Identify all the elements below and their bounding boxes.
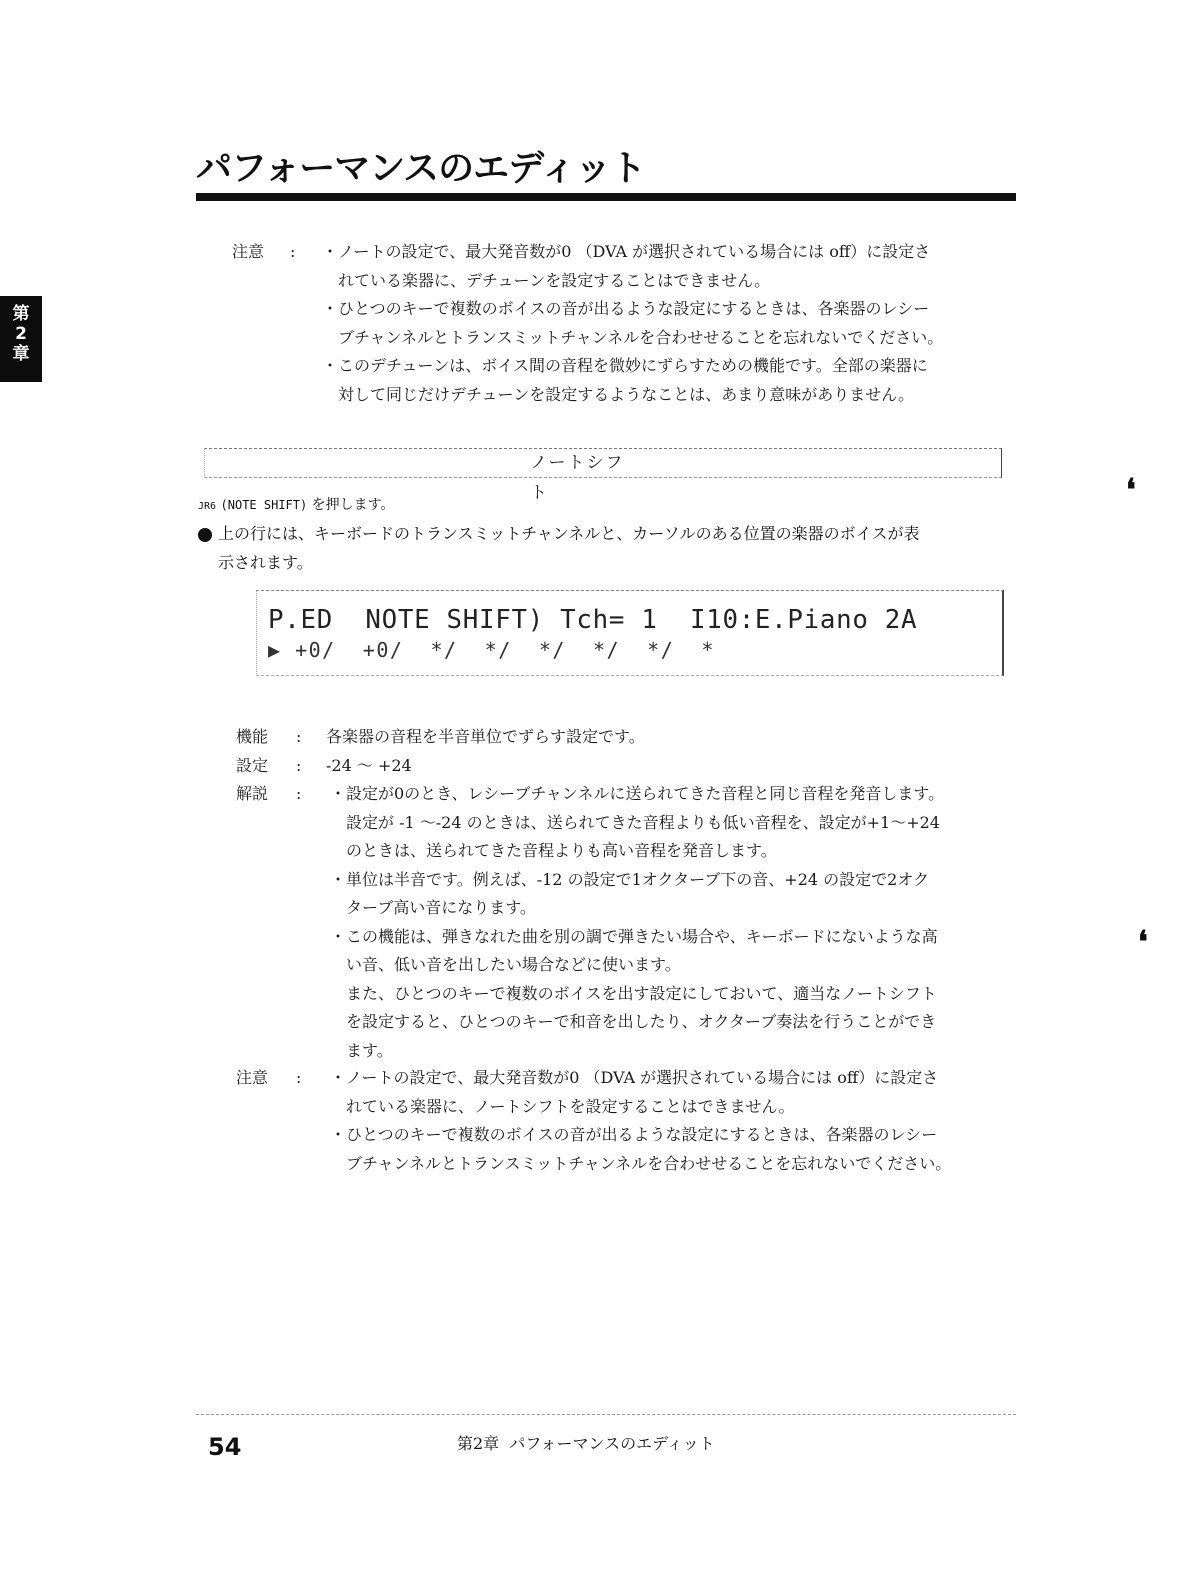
caution-label: 注意 [232, 242, 265, 261]
caution-item-continued: ブチャンネルとトランスミットチャンネルを合わせせることを忘れないでください。 [338, 327, 944, 347]
explanation-list [330, 780, 944, 1065]
caution-label: 注意 [236, 1068, 269, 1087]
running-footer: 第2章 パフォーマンスのエディット [457, 1434, 715, 1453]
caution-colon: : [296, 1068, 302, 1087]
key-prefix: JR6 [198, 501, 217, 512]
explanation-line: また、ひとつのキーで複数のボイスを出す設定にしておいて、適当なノートシフト [346, 983, 937, 1003]
explanation-line: 設定が -1 ～-24 のときは、送られてきた音程よりも低い音程を、設定が+1～+24 [346, 812, 940, 832]
explanation-label: 解説 [236, 784, 269, 803]
explanation-line: い音、低い音を出したい場合などに使います。 [346, 955, 681, 974]
page-number: 54 [208, 1433, 242, 1461]
key-instruction [198, 494, 395, 518]
caution-item: ・ひとつのキーで複数のボイスの音が出るような設定にするときは、各楽器のレシー [330, 1125, 938, 1144]
chapter-tab-char: 章 [12, 344, 30, 364]
setting-text: -24 ～ +24 [326, 756, 412, 775]
explanation-line: ・単位は半音です。例えば、-12 の設定で1オクターブ下の音、+24 の設定で2オク [330, 869, 930, 889]
scan-mark: ❛ [1138, 925, 1148, 960]
caution-item: ・このデチューンは、ボイス間の音程を微妙にずらすための機能です。全部の楽器に [322, 356, 928, 375]
caution-list [330, 1064, 951, 1178]
key-name: (NOTE SHIFT) [220, 498, 308, 512]
description-line: 示されます。 [218, 553, 313, 572]
caution-colon: : [290, 242, 296, 261]
bullet-dot-icon [198, 528, 212, 542]
explanation-line: を設定すると、ひとつのキーで和音を出したり、オクターブ奏法を行うことができ [346, 1012, 937, 1031]
explanation-line: ・設定が0のとき、レシーブチャンネルに送られてきた音程と同じ音程を発音します。 [330, 784, 945, 803]
explanation-line: ます。 [346, 1040, 393, 1060]
caution-item: ・ノートの設定で、最大発音数が0 （DVA が選択されている場合には off）に設定さ [322, 242, 931, 261]
key-suffix: を押します。 [307, 497, 395, 513]
caution-item: ・ひとつのキーで複数のボイスの音が出るような設定にするときは、各楽器のレシー [322, 299, 930, 318]
lcd-line-1: P.ED NOTE SHIFT) Tch= 1 I10:E.Piano 2A [268, 605, 918, 635]
title-rule [196, 193, 1016, 201]
description-line: 上の行には、キーボードのトランスミットチャンネルと、カーソルのある位置の楽器のボイスが表 [218, 524, 920, 543]
chapter-tab-char: 2 [15, 324, 27, 344]
section-description [218, 519, 919, 577]
page-title: パフォーマンスのエディット [196, 148, 646, 189]
setting-label: 設定 [236, 756, 269, 775]
explanation-line: ターブ高い音になります。 [346, 898, 536, 917]
chapter-tab-char: 第 [12, 304, 30, 324]
caution-list [322, 238, 943, 409]
caution-item: ・ノートの設定で、最大発音数が0 （DVA が選択されている場合には off）に設定さ [330, 1068, 939, 1087]
caution-item-continued: れている楽器に、ノートシフトを設定することはできません。 [346, 1096, 795, 1116]
explanation-line: のときは、送られてきた音程よりも高い音程を発音します。 [346, 841, 777, 860]
footer-rule [196, 1414, 1016, 1415]
caution-item-continued: ブチャンネルとトランスミットチャンネルを合わせせることを忘れないでください。 [346, 1153, 952, 1173]
scan-mark: ❛ [1126, 473, 1136, 508]
section-title: ノートシフト [530, 453, 625, 503]
caution-item-continued: 対して同じだけデチューンを設定するようなことは、あまり意味がありません。 [338, 384, 915, 404]
explanation-colon: : [296, 784, 302, 803]
explanation-line: ・この機能は、弾きなれた曲を別の調で弾きたい場合や、キーボードにないような高 [330, 926, 938, 946]
setting-colon: : [296, 756, 302, 775]
chapter-side-tab [0, 296, 42, 382]
lcd-line-2: ▶ +0/ +0/ */ */ */ */ */ * [268, 638, 715, 662]
caution-item-continued: れている楽器に、デチューンを設定することはできません。 [338, 270, 771, 290]
function-label: 機能 [236, 727, 269, 746]
function-text: 各楽器の音程を半音単位でずらす設定です。 [326, 727, 645, 746]
function-colon: : [296, 727, 302, 746]
